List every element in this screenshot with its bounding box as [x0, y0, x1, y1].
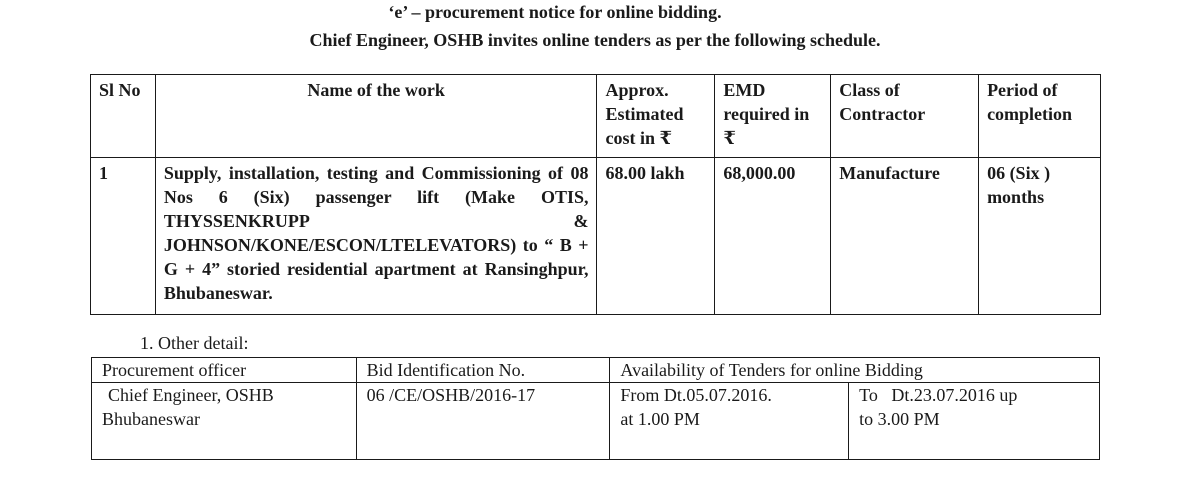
header-bid: Bid Identification No.	[356, 358, 610, 383]
notice-title: ‘e’ – procurement notice for online bidding.	[388, 2, 722, 22]
cell-class: Manufacture	[831, 158, 979, 315]
header-officer: Procurement officer	[92, 358, 357, 383]
cell-cost: 68.00 lakh	[597, 158, 715, 315]
cell-sl-no: 1	[91, 158, 156, 315]
header-work: Name of the work	[155, 75, 597, 158]
cell-from	[610, 383, 849, 460]
header-period: Period of completion	[979, 75, 1101, 158]
from-line2: at 1.00 PM	[620, 409, 700, 429]
cell-bid: 06 /CE/OSHB/2016-17	[356, 383, 610, 460]
table-row	[92, 383, 1100, 460]
from-line1: From Dt.05.07.2016.	[620, 385, 772, 405]
header-availability: Availability of Tenders for online Bidding	[610, 358, 1100, 383]
to-line2: to 3.00 PM	[859, 409, 940, 429]
cell-work: Supply, installation, testing and Commissioning of 08 Nos 6 (Six) passenger lift (Make OTIS, THYSSENKRUPP & JOHNSON/KONE/ESCON/LTELEVATORS) to “ B + G + 4” storied residential apartment at Ransinghpur, Bhubaneswar.	[155, 158, 597, 315]
cell-period: 06 (Six ) months	[979, 158, 1101, 315]
other-detail-table	[91, 357, 1100, 460]
table-header-row	[91, 75, 1101, 158]
cell-emd: 68,000.00	[715, 158, 831, 315]
tender-schedule-table	[90, 74, 1101, 315]
cell-to	[849, 383, 1100, 460]
officer-line2: Bhubaneswar	[102, 409, 200, 429]
cell-officer	[92, 383, 357, 460]
table-row	[91, 158, 1101, 315]
header-sl-no: Sl No	[91, 75, 156, 158]
to-line1: To Dt.23.07.2016 up	[859, 385, 1018, 405]
other-detail-heading: 1. Other detail:	[140, 333, 249, 353]
other-header-row	[92, 358, 1100, 383]
notice-subtitle: Chief Engineer, OSHB invites online tenders as per the following schedule.	[309, 30, 881, 50]
header-emd: EMD required in ₹	[715, 75, 831, 158]
header-class: Class of Contractor	[831, 75, 979, 158]
header-cost: Approx. Estimated cost in ₹	[597, 75, 715, 158]
officer-line1: Chief Engineer, OSHB	[108, 385, 274, 405]
